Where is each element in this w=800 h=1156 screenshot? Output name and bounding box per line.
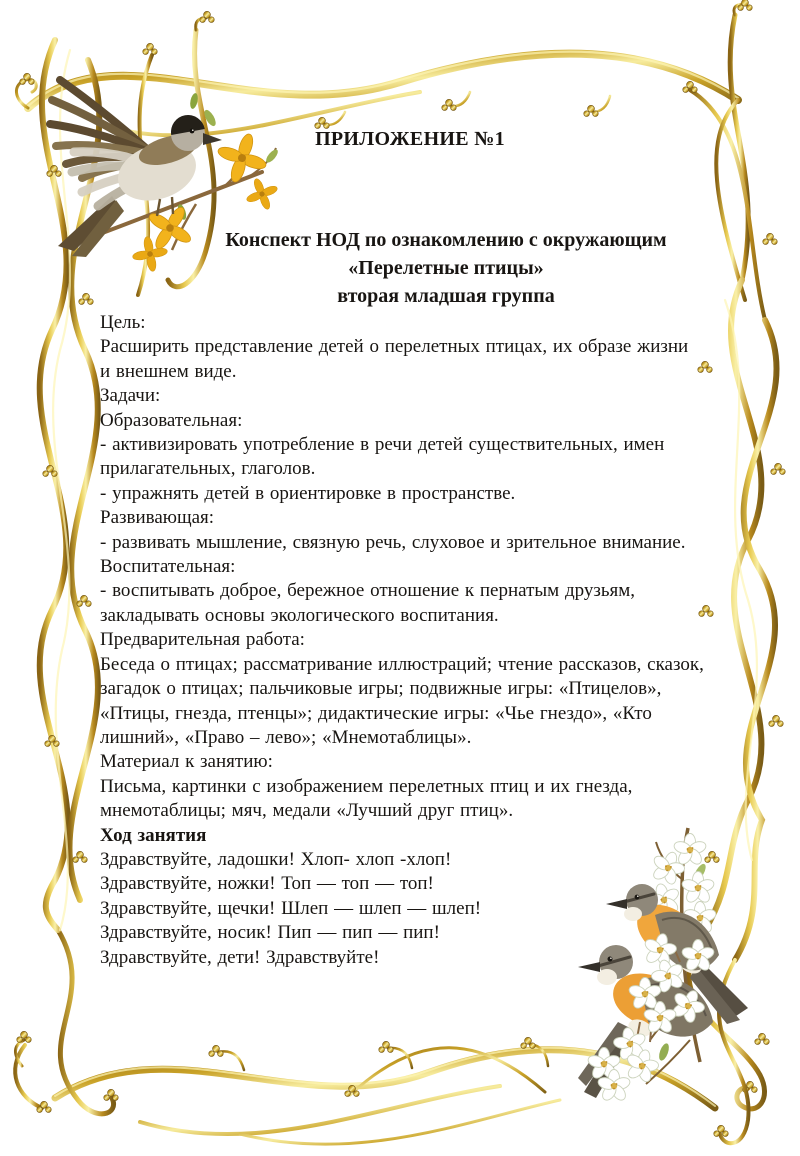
bottom-border-flourish <box>55 1037 715 1144</box>
body-paragraph: Здравствуйте, носик! Пип — пип — пип! <box>100 922 440 944</box>
body-paragraph: Предварительная работа: <box>100 629 305 651</box>
body-paragraph: Задачи: <box>100 385 161 407</box>
right-border-braid <box>698 280 785 960</box>
heading-line-1: Конспект НОД по ознакомлению с окружающим <box>225 229 667 251</box>
body-paragraph: Письма, картинки с изображением перелетных птиц и их гнезда, мнемотаблицы; мяч, медали «Лучший друг птиц». <box>100 775 633 822</box>
document-heading <box>150 226 742 310</box>
body-paragraph: - развивать мышление, связную речь, слуховое и зрительное внимание. <box>100 531 686 553</box>
body-paragraph: Материал к занятию: <box>100 751 273 773</box>
body-paragraph: Здравствуйте, дети! Здравствуйте! <box>100 946 380 968</box>
body-paragraph: Цель: <box>100 312 146 333</box>
body-paragraph: Здравствуйте, ножки! Топ — топ — топ! <box>100 873 434 895</box>
page-title: ПРИЛОЖЕНИЕ №1 <box>315 128 505 150</box>
heading-line-2: «Перелетные птицы» <box>348 257 544 279</box>
document-body <box>100 311 704 970</box>
body-paragraph: Воспитательная: <box>100 556 236 578</box>
body-paragraph: - активизировать употребление в речи детей существительных, имен прилагательных, глаголов. <box>100 434 665 480</box>
body-paragraph: Здравствуйте, щечки! Шлеп — шлеп — шлеп! <box>100 897 482 919</box>
body-paragraph: Образовательная: <box>100 409 243 431</box>
left-border-braid <box>40 40 100 930</box>
body-paragraph: Беседа о птицах; рассматривание иллюстраций; чтение рассказов, сказок, загадок о птицах; пальчиковые игры; подвижные игры: «Птицелов», «Птицы, гнезда, птенцы»; дидактические игры: «Чье гнездо», «Кто лишний», «Право – лево»; «Мнемотаблицы». <box>100 653 704 748</box>
body-paragraph: Здравствуйте, ладошки! Хлоп- хлоп -хлоп! <box>100 848 452 870</box>
body-paragraph: - воспитывать доброе, бережное отношение к пернатым друзьям, закладывать основы экологического воспитания. <box>100 580 636 626</box>
body-paragraph: Ход занятия <box>100 824 207 846</box>
body-paragraph: - упражнять детей в ориентировке в пространстве. <box>100 482 516 504</box>
body-paragraph: Расширить представление детей о перелетных птицах, их образе жизни и внешнем виде. <box>100 336 689 382</box>
body-paragraph: Развивающая: <box>100 507 215 529</box>
heading-line-3: вторая младшая группа <box>337 285 555 307</box>
